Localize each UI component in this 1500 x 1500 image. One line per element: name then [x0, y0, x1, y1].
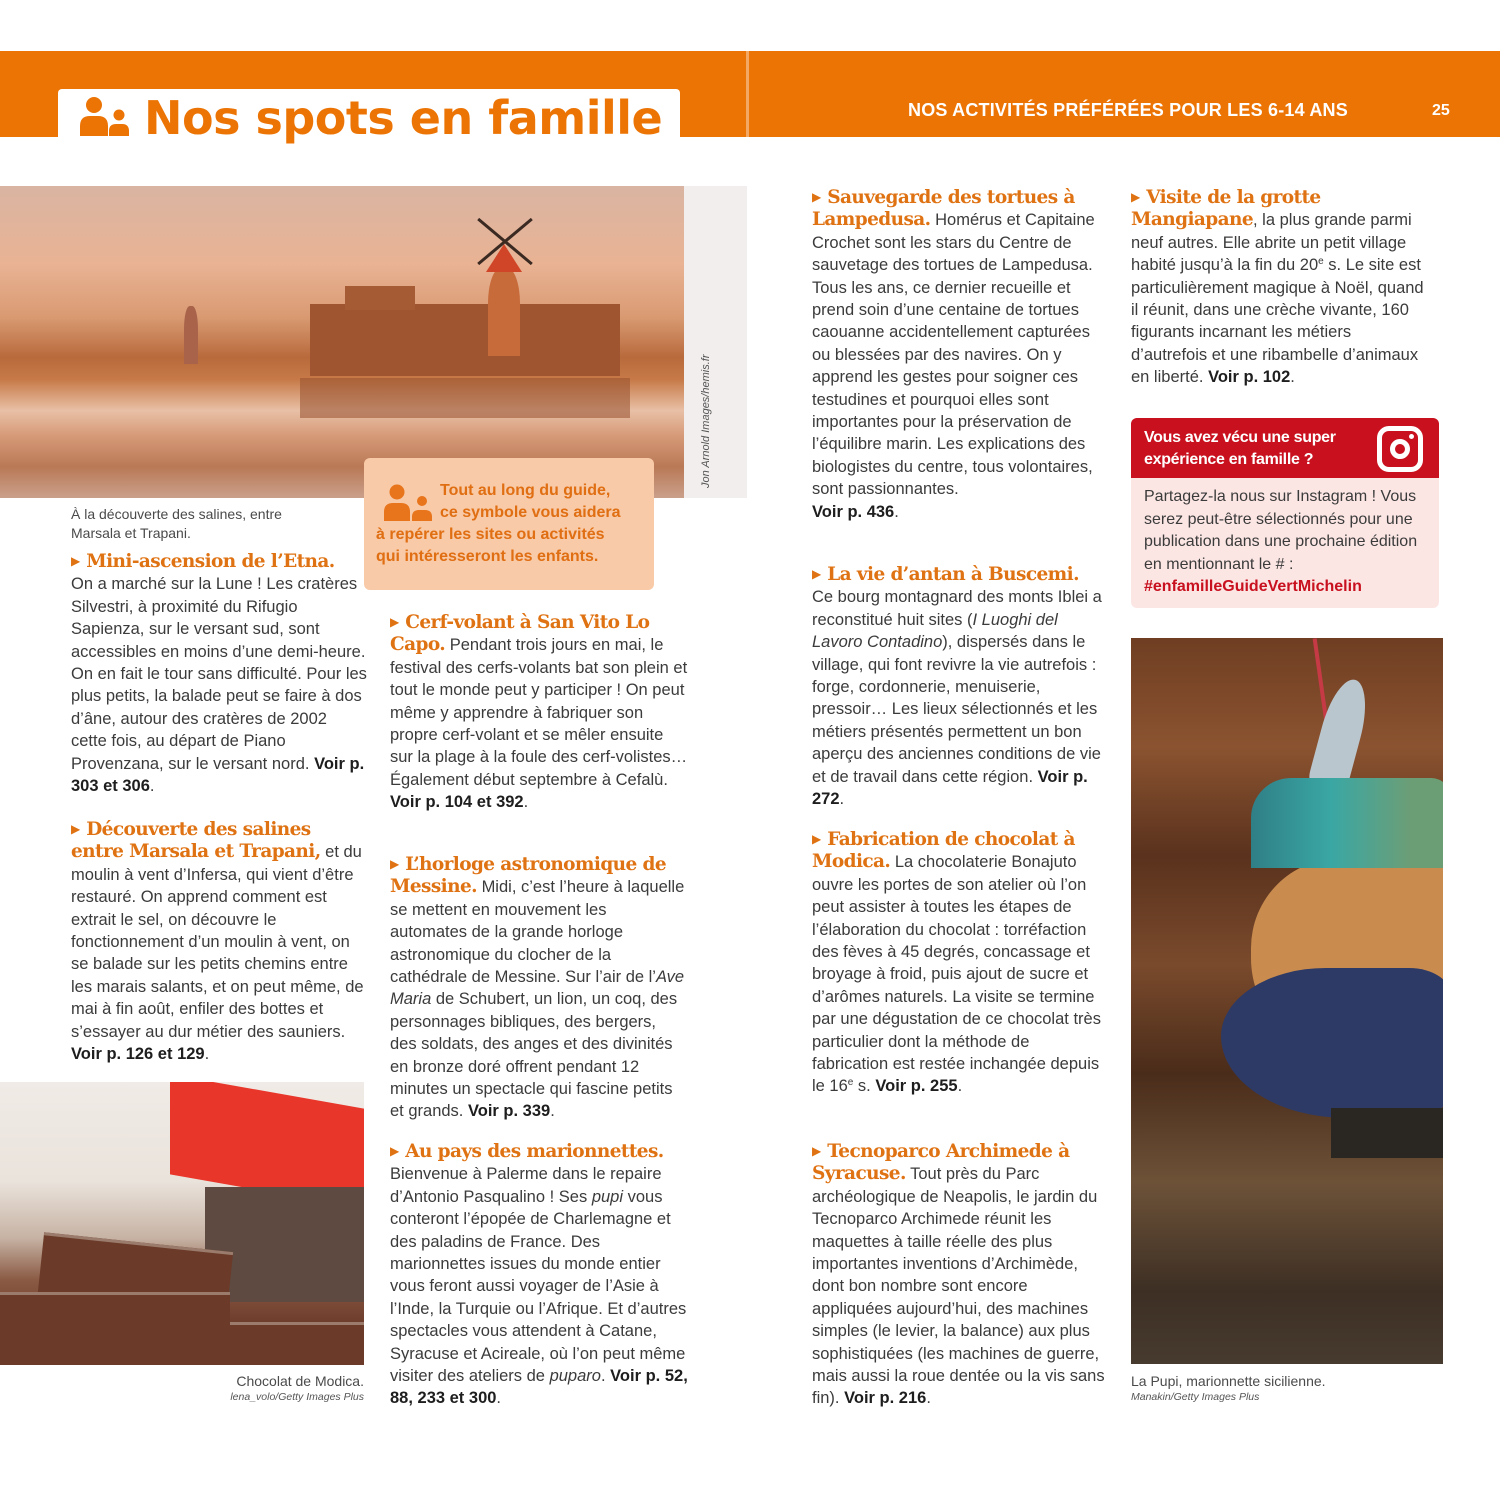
caption-pupi: La Pupi, marionnette sicilienne.	[1131, 1373, 1326, 1389]
credit-chocolat: lena_volo/Getty Images Plus	[230, 1391, 364, 1403]
arrow-bullet-icon: ▶	[812, 832, 822, 846]
family-icon	[78, 96, 132, 138]
page-title: Nos spots en famille	[144, 91, 663, 145]
article-tortues: ▶ Sauvegarde des tortues à Lampedusa. Homérus et Capitaine Crochet sont les stars du Centre de sauvetage des tortues de Lampedusa. Tous les ans, ce dernier recueille et prend soin d’une centaine de tortues caouanne accidentellement capturées ou blessées par des navires. On y apprend les gestes pour soigner ces testudines et pourquoi elles sont importantes pour la préservation de l’équilibre marin. Les explications des biologistes du centre, tous volontaires, sont passionnantes. Voir p. 436.	[812, 187, 1095, 521]
article-tecnoparco: ▶ Tecnoparco Archimede à Syracuse. Tout près du Parc archéologique de Neapolis, le jardin du Tecnoparco Archimede réunit les maquettes à taille réelle des plus importantes inventions d’Archimède, dont bon nombre sont encore appliquées aujourd’hui, des machines simples (le levier, la balance) aux plus sophistiquées (les machines de guerre, mais aussi la roue dentée ou la vis sans fin). Voir p. 216.	[812, 1141, 1105, 1408]
puppet-turban	[1251, 778, 1443, 868]
article-heading: Découverte des salines entre Marsala et Trapani,	[71, 819, 321, 863]
article-heading: La vie d’antan à Buscemi.	[827, 564, 1079, 585]
arrow-bullet-icon: ▶	[71, 822, 81, 836]
instagram-callout-header	[1131, 418, 1439, 478]
article-heading: Fabrication de chocolat à Modica.	[812, 829, 1075, 873]
article-chocolat: ▶ Fabrication de chocolat à Modica. La chocolaterie Bonajuto ouvre les portes de son atelier où l’on peut assister à toutes les étapes de l’élaboration du chocolat : torréfaction des fèves à 45 degrés, concassage et broyage à froid, puis ajout de sucre et d’arômes naturels. La visite se termine par une dégustation de ce chocolat très particulier dont la méthode de fabrication est restée inchangée depuis le 16e s. Voir p. 255.	[812, 829, 1101, 1096]
page-reference: Voir p. 339	[467, 1102, 551, 1121]
article-marionnettes: ▶ Au pays des marionnettes. Bienvenue à Palerme dans le repaire d’Antonio Pasqualino ! Ses pupi vous conteront l’épopée de Charlemagne et des paladins de France. Des marionnettes issues du monde entier vous feront aussi voyager de l’Asie à l’Inde, la Turquie ou l’Afrique. Et d’autres spectacles vous attendent à Catane, Syracuse et Acireale, où l’on peut même visiter des ateliers de puparo. Voir p. 52, 88, 233 et 300.	[390, 1141, 688, 1408]
arrow-bullet-icon: ▶	[390, 615, 400, 629]
arrow-bullet-icon: ▶	[71, 554, 81, 568]
article-heading: Au pays des marionnettes.	[405, 1141, 664, 1162]
arrow-bullet-icon: ▶	[1131, 190, 1141, 204]
page-reference: Voir p. 102	[1208, 368, 1291, 387]
article-cerf-volant: ▶ Cerf-volant à San Vito Lo Capo. Pendant trois jours en mai, le festival des cerfs-volants bat son plein et tout le monde peut y participer ! On peut même y apprendre à fabriquer son propre cerf-volant et se mêler ensuite sur la plage à la foule des cerf-volistes… Également début septembre à Cefalù. Voir p. 104 et 392.	[390, 612, 688, 812]
windmill-roof	[486, 244, 522, 272]
page-reference: Voir p. 303 et 306	[71, 754, 365, 796]
article-etna: ▶ Mini-ascension de l’Etna. On a marché sur la Lune ! Les cratères Silvestri, à proximité du Rifugio Sapienza, sur le versant sud, sont accessibles en moins d’une demi-heure. On en fait le tour sans difficulté. Pour les plus petits, la balade peut se faire à dos d’âne, autour des cratères de 2002 cette fois, au départ de Piano Provenzana, sur le versant nord. Voir p. 303 et 306.	[71, 551, 367, 796]
tip-text: Tout au long du guide, ce symbole vous aidera à repérer les sites ou activités qui intéresseront les enfants.	[376, 482, 621, 565]
photo-pupi	[1131, 638, 1443, 1364]
chocolate-bar	[0, 1292, 230, 1365]
article-heading: Sauvegarde des tortues à Lampedusa.	[812, 187, 1075, 231]
caption-chocolat: Chocolat de Modica.	[236, 1373, 364, 1389]
windmill-tower	[488, 268, 520, 356]
arrow-bullet-icon: ▶	[390, 857, 400, 871]
puppet-plume	[1307, 675, 1374, 792]
arrow-bullet-icon: ▶	[812, 1144, 822, 1158]
salt-works-building	[310, 304, 620, 376]
article-heading: Cerf-volant à San Vito Lo Capo.	[390, 612, 650, 656]
page-reference: Voir p. 104 et 392	[390, 793, 524, 812]
small-tower	[184, 306, 198, 364]
photo-chocolat	[0, 1082, 364, 1365]
page-reference: Voir p. 52, 88, 233 et 300	[390, 1367, 688, 1408]
arrow-bullet-icon: ▶	[390, 1144, 400, 1158]
page-number: 25	[1432, 102, 1450, 119]
building-roof	[345, 286, 415, 310]
page-reference: Voir p. 272	[812, 767, 1088, 809]
photo-credit-strip	[684, 186, 747, 498]
arrow-bullet-icon: ▶	[812, 567, 822, 581]
instagram-callout-title: Vous avez vécu une super expérience en famille ?	[1144, 429, 1336, 468]
water-reflection	[300, 378, 630, 418]
chocolate-bar	[230, 1322, 364, 1365]
article-buscemi: ▶ La vie d’antan à Buscemi. Ce bourg montagnard des monts Iblei a reconstitué huit sites (I Luoghi del Lavoro Contadino), dispersés dans le village, qui font revivre la vie autrefois : forge, cordonnerie, menuiserie, pressoir… Les lieux sélectionnés et les métiers présentés permettent un bon aperçu des anciennes conditions de vie et de travail dans cette région. Voir p. 272.	[812, 564, 1102, 809]
puppet-beard	[1221, 968, 1443, 1118]
arrow-bullet-icon: ▶	[812, 190, 822, 204]
instagram-icon	[1377, 426, 1423, 472]
header-banner-right	[749, 51, 1500, 137]
page-reference: Voir p. 216	[844, 1389, 927, 1408]
article-horloge: ▶ L’horloge astronomique de Messine. Midi, c’est l’heure à laquelle se mettent en mouvement les automates de la grande horloge astronomique du clocher de la cathédrale de Messine. Sur l’air de l’Ave Maria de Schubert, un lion, un coq, des personnages bibliques, des bergers, des soldats, des anges et des divinités en bronze doré offrent pendant 12 minutes un spectacle qui fascine petits et grands. Voir p. 339.	[390, 854, 685, 1121]
instagram-callout-body: Partagez-la nous sur Instagram ! Vous serez peut-être sélectionnés pour une publication dans une prochaine édition en mentionnant le # : #enfamilleGuideVertMichelin	[1144, 488, 1418, 595]
photo-credit-salines: Jon Arnold Images/hemis.fr	[700, 354, 712, 488]
page-reference: Voir p. 436	[812, 502, 895, 521]
caption-salines: À la découverte des salines, entre Marsala et Trapani.	[71, 506, 282, 541]
photo-salines	[0, 186, 684, 498]
puppet-collar	[1331, 1108, 1443, 1158]
article-heading: Mini-ascension de l’Etna.	[86, 551, 335, 572]
running-head: NOS ACTIVITÉS PRÉFÉRÉES POUR LES 6-14 ANS	[908, 100, 1348, 120]
article-heading: Tecnoparco Archimede à Syracuse.	[812, 1141, 1070, 1185]
article-grotte: ▶ Visite de la grotte Mangiapane, la plus grande parmi neuf autres. Elle abrite un petit village habité jusqu’à la fin du 20e s. Le site est particulièrement magique à Noël, quand il réunit, dans une crèche vivante, 160 figurants incarnant les métiers d’autrefois et une ribambelle d’animaux en liberté. Voir p. 102.	[1131, 187, 1424, 387]
article-heading: Visite de la grotte Mangiapane	[1131, 187, 1321, 231]
article-heading: L’horloge astronomique de Messine.	[390, 854, 667, 898]
instagram-callout	[1131, 418, 1439, 608]
article-salines: ▶ Découverte des salines entre Marsala et Trapani, et du moulin à vent d’Infersa, qui vient d’être restauré. On apprend comment est extrait le sel, on découvre le fonctionnement d’un moulin à vent, on se balade sur les petits chemins entre les marais salants, et on peut même, de mai à fin août, enfiler des bottes et s’essayer au dur métier des sauniers. Voir p. 126 et 129.	[71, 819, 364, 1064]
credit-pupi: Manakin/Getty Images Plus	[1131, 1391, 1260, 1403]
page-reference: Voir p. 255	[875, 1077, 958, 1096]
instagram-hashtag: #enfamilleGuideVertMichelin	[1144, 578, 1362, 595]
page-reference: Voir p. 126 et 129	[71, 1045, 205, 1064]
